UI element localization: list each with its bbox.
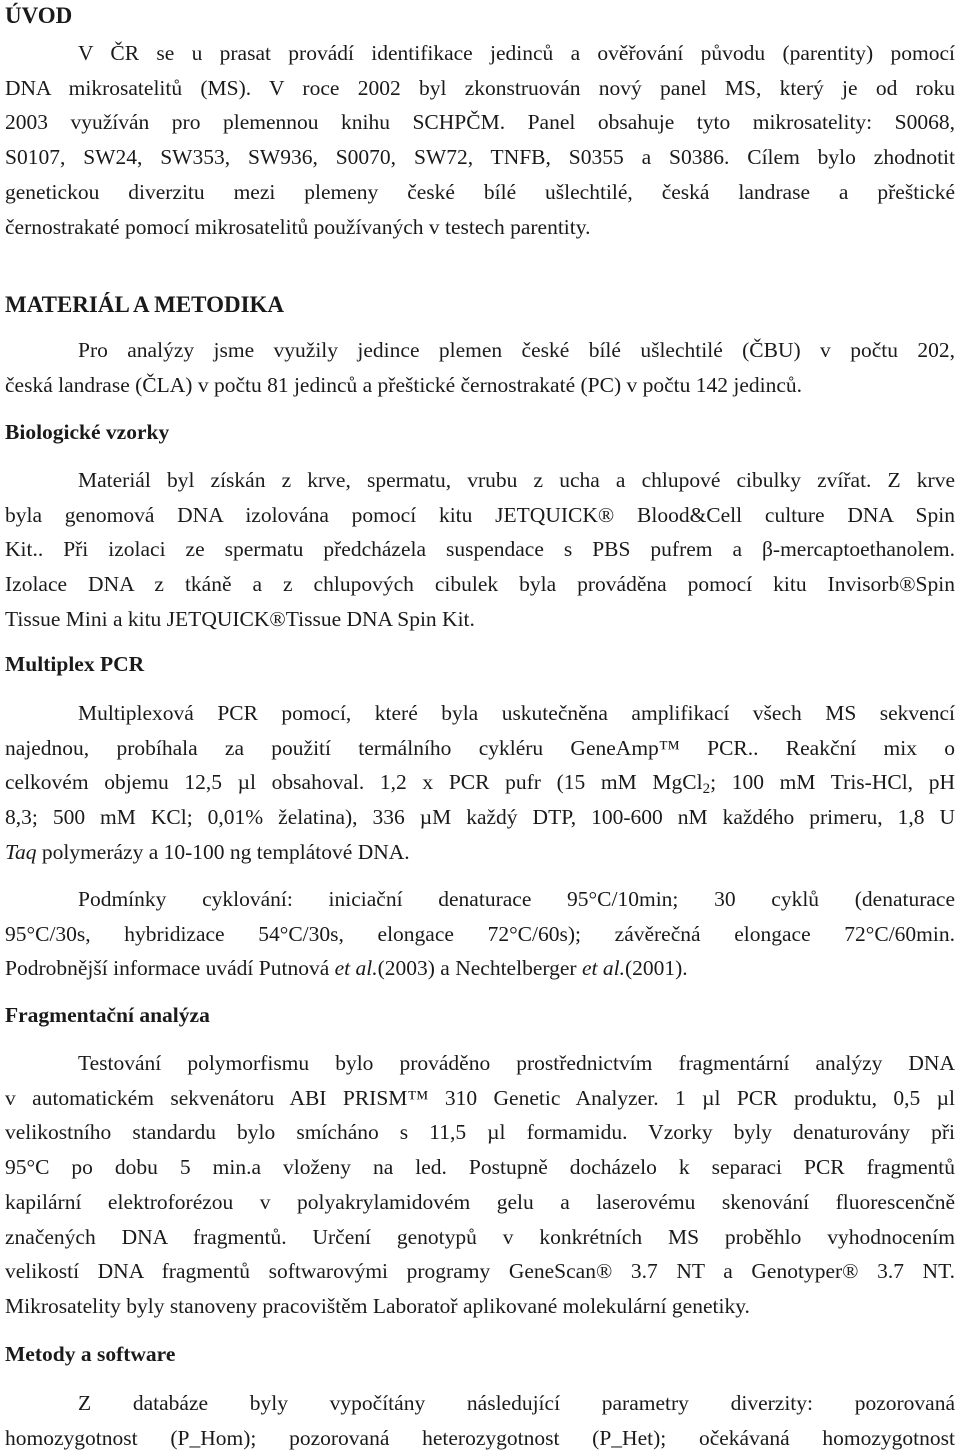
text-fragment: ; 100 mM Tris-HCl, pH [710,770,955,795]
text-line: Pro analýzy jsme využily jedince plemen české bílé ušlechtilé (ČBU) v počtu 202, [78,338,955,362]
text-line: Testování polymorfismu bylo prováděno prostřednictvím fragmentární analýzy DNA [78,1051,955,1075]
paragraph-uvod [5,36,955,244]
text-line: byla genomová DNA izolována pomocí kitu JETQUICK® Blood&Cell culture DNA Spin [5,502,955,527]
section-title-metody: Metody a software [5,1342,176,1366]
text-line: velikostního standardu bylo smícháno s 11,5 µl formamidu. Vzorky byly denaturovány při [5,1120,955,1145]
text-fragment: celkovém objemu 12,5 µl obsahoval. 1,2 x PCR pufr (15 mM MgCl [5,770,703,795]
text-line: Multiplexová PCR pomocí, které byla uskutečněna amplifikací všech MS sekvencí [78,701,955,725]
text-line: Mikrosatelity byly stanoveny pracovištěm Laboratoř aplikované molekulární genetiky. [5,1293,750,1318]
text-line: v automatickém sekvenátoru ABI PRISM™ 310 Genetic Analyzer. 1 µl PCR produktu, 0,5 µl [5,1085,955,1110]
paragraph-pcr [5,696,955,870]
paragraph-vzorky [5,463,955,637]
text-fragment: (2003) a Nechtelberger [377,956,582,981]
text-line: česká landrase (ČLA) v počtu 81 jedinců a přeštické černostrakaté (PC) v počtu 142 jedinců. [5,372,803,397]
subscript: 2 [702,781,711,798]
text-fragment: Podrobnější informace uvádí Putnová [5,956,335,981]
text-line: Izolace DNA z tkáně a z chlupových cibulek byla prováděna pomocí kitu Invisorb®Spin [5,572,955,597]
text-line: značených DNA fragmentů. Určení genotypů v konkrétních MS proběhlo vyhodnocením [5,1224,955,1249]
italic-taq: Taq [5,839,37,864]
text-line: Podmínky cyklování: iniciační denaturace 95°C/10min; 30 cyklů (denaturace [78,887,955,911]
text-line [5,951,955,986]
text-line: genetickou diverzitu mezi plemeny české bílé ušlechtilé, česká landrase a přeštické [5,179,955,204]
text-fragment: polymerázy a 10-100 ng templátové DNA. [36,839,410,864]
section-title-uvod: ÚVOD [5,3,73,28]
paragraph-metody [5,1386,955,1455]
text-line: S0107, SW24, SW353, SW936, S0070, SW72, TNFB, S0355 a S0386. Cílem bylo zhodnotit [5,145,955,170]
text-line: DNA mikrosatelitů (MS). V roce 2002 byl zkonstruován nový panel MS, který je od roku [5,75,955,100]
section-title-vzorky: Biologické vzorky [5,420,170,444]
text-line: Kit.. Při izolaci ze spermatu předcházela suspendace s PBS pufrem a β-mercaptoethanolem. [5,537,955,562]
text-line: Materiál byl získán z krve, spermatu, vrubu z ucha a chlupové cibulky zvířat. Z krve [78,468,955,492]
section-title-pcr: Multiplex PCR [5,652,145,676]
text-fragment: (2001). [624,956,688,981]
paragraph-cyklovani [5,882,955,986]
text-line: černostrakaté pomocí mikrosatelitů používaných v testech parentity. [5,214,591,239]
text-line: kapilární elektroforézou v polyakrylamidovém gelu a laserovému skenování fluorescenčně [5,1189,955,1214]
italic-et-al: et al. [334,956,378,981]
text-line: Tissue Mini a kitu JETQUICK®Tissue DNA Spin Kit. [5,606,475,631]
text-line: najednou, probíhala za použití termálního cykléru GeneAmp™ PCR.. Reakční mix o [5,735,955,760]
text-line: V ČR se u prasat provádí identifikace jedinců a ověřování původu (parentity) pomocí [78,41,955,65]
text-line: 8,3; 500 mM KCl; 0,01% želatina), 336 µM každý DTP, 100-600 nM každého primeru, 1,8 U [5,805,955,830]
text-line: Z databáze byly vypočítány následující parametry diverzity: pozorovaná [78,1391,955,1415]
text-line: 2003 využíván pro plemennou knihu SCHPČM. Panel obsahuje tyto mikrosatelity: S0068, [5,110,955,135]
text-line [5,835,955,870]
text-line: 95°C/30s, hybridizace 54°C/30s, elongace 72°C/60s); závěrečná elongace 72°C/60min. [5,921,955,946]
italic-et-al: et al. [581,956,625,981]
text-line [5,765,955,800]
paragraph-fragment [5,1046,955,1324]
text-line: velikostí DNA fragmentů softwarovými programy GeneScan® 3.7 NT a Genotyper® 3.7 NT. [5,1259,955,1284]
section-title-fragment: Fragmentační analýza [5,1003,210,1027]
text-line: homozygotnost (P_Hom); pozorovaná heterozygotnost (P_Het); očekávaná homozygotnost [5,1425,955,1450]
paragraph-material [5,333,955,402]
section-title-material: MATERIÁL A METODIKA [5,292,285,317]
text-line: 95°C po dobu 5 min.a vloženy na led. Postupně docházelo k separaci PCR fragmentů [5,1155,955,1180]
